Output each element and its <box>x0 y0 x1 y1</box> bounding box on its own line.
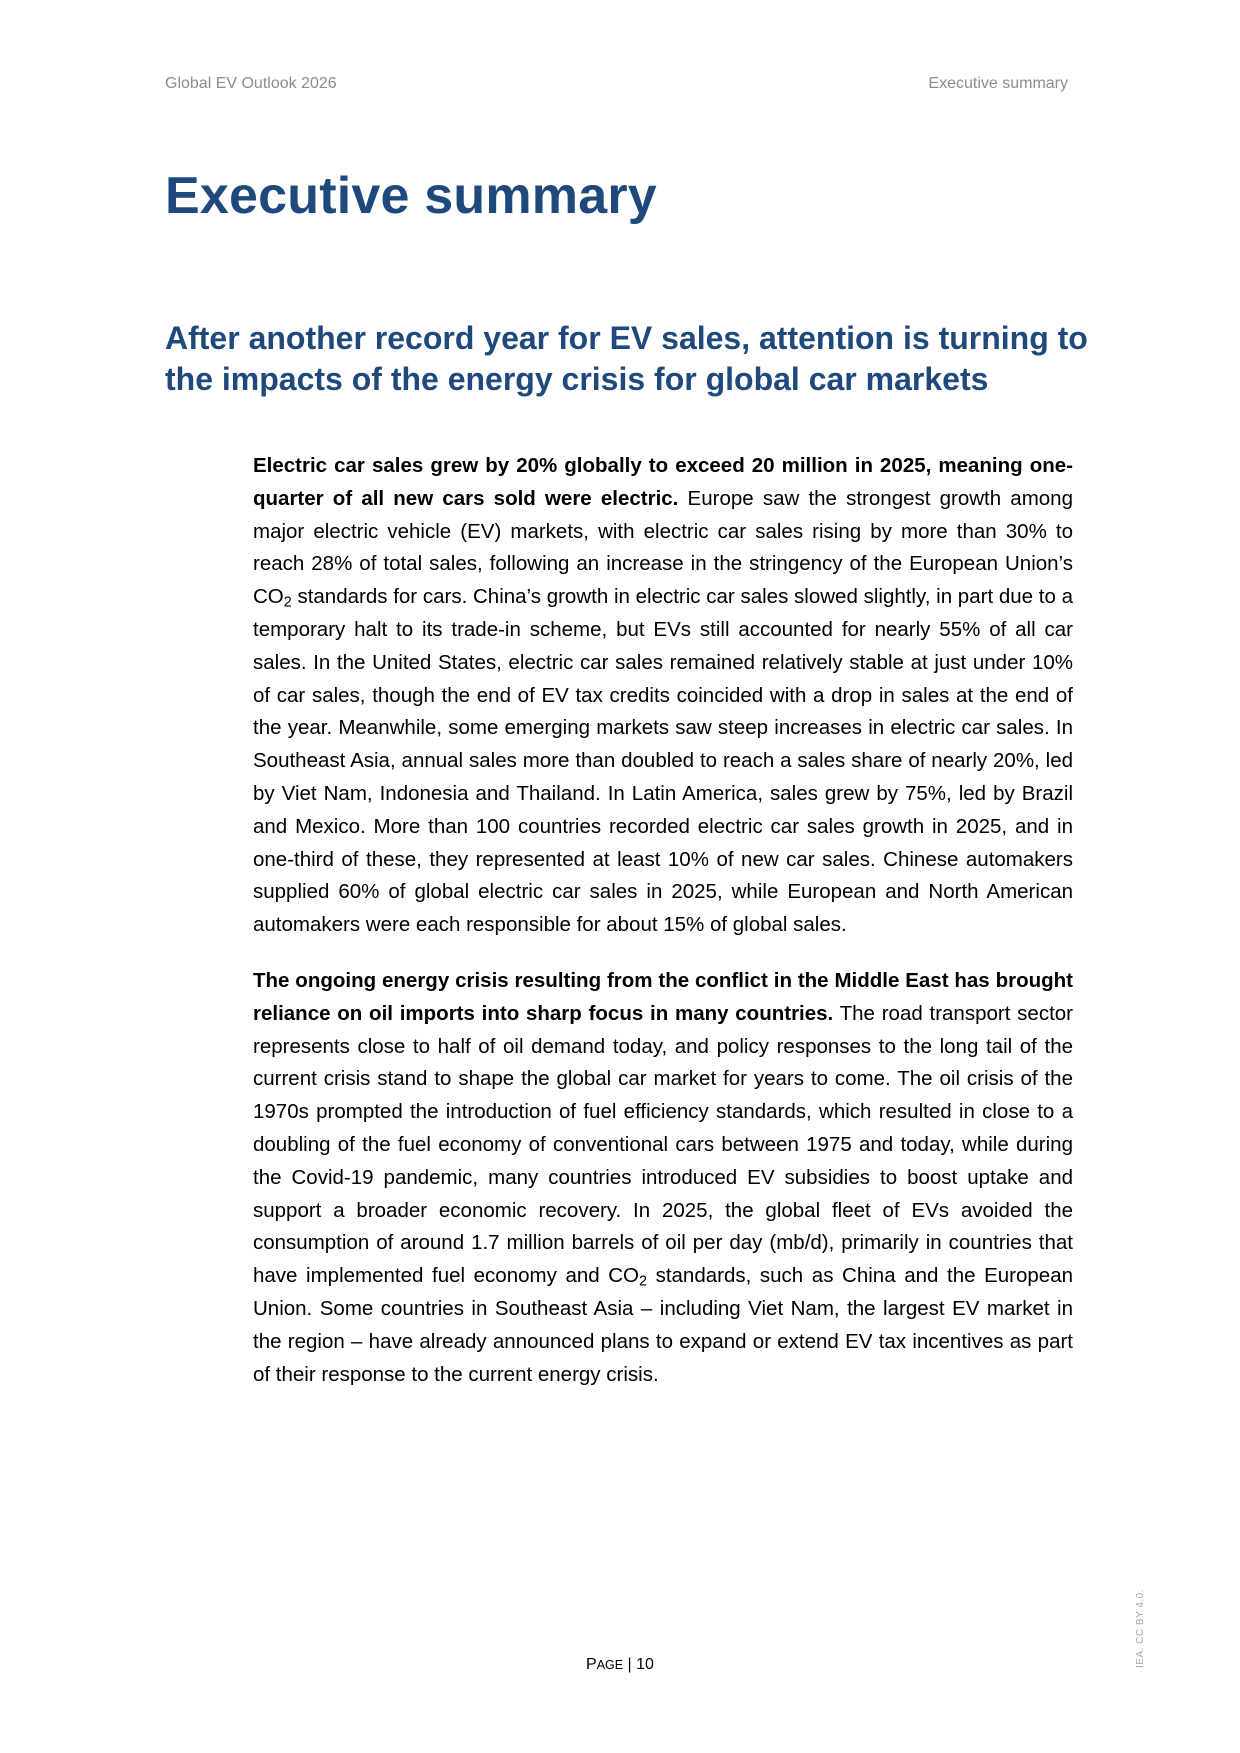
paragraph-ev-sales <box>253 450 1073 942</box>
body-text <box>253 450 1073 1414</box>
paragraph-lead: Electric car sales grew by 20% globally to exceed 20 million in 2025, meaning one-quarter of all new cars sold were electric. <box>253 454 1073 510</box>
paragraph-text: standards for cars. China’s growth in electric car sales slowed slightly, in part due to a temporary halt to its trade-in scheme, but EVs still accounted for nearly 55% of all car sales. In the United States, electric car sales remained relatively stable at just under 10% of car sales, though the end of EV tax credits coincided with a drop in sales at the end of the year. Meanwhile, some emerging markets saw steep increases in electric car sales. In Southeast Asia, annual sales more than doubled to reach a sales share of nearly 20%, led by Viet Nam, Indonesia and Thailand. In Latin America, sales grew by 75%, led by Brazil and Mexico. More than 100 countries recorded electric car sales growth in 2025, and in one-third of these, they represented at least 10% of new car sales. Chinese automakers supplied 60% of global electric car sales in 2025, while European and North American automakers were each responsible for about 15% of global sales. <box>253 585 1073 937</box>
page-number: 10 <box>636 1656 654 1673</box>
license-mark: IEA. CC BY 4.0. <box>1135 1588 1146 1668</box>
subscript: 2 <box>639 1273 647 1290</box>
paragraph-text: Europe saw the strongest growth among major electric vehicle (EV) markets, with electric car sales rising by more than 30% to reach 28% of total sales, following an increase in the stringency of the European Union’s CO <box>253 486 1073 609</box>
paragraph-text: The road transport sector represents close to half of oil demand today, and policy responses to the long tail of the current crisis stand to shape the global car market for years to come. The oil crisis of the 1970s prompted the introduction of fuel efficiency standards, which resulted in close to a doubling of the fuel economy of conventional cars between 1975 and today, while during the Covid-19 pandemic, many countries introduced EV subsidies to boost uptake and support a broader economic recovery. In 2025, the global fleet of EVs avoided the consumption of around 1.7 million barrels of oil per day (mb/d), primarily in countries that have implemented fuel economy and CO <box>253 1001 1073 1288</box>
page-label-rest: AGE <box>596 1658 624 1672</box>
page-separator: | <box>623 1656 637 1673</box>
subscript: 2 <box>283 594 292 611</box>
paragraph-lead: The ongoing energy crisis resulting from the conflict in the Middle East has brought reliance on oil imports into sharp focus in many countries. <box>253 968 1073 1025</box>
paragraph-text: standards, such as China and the European Union. Some countries in Southeast Asia – including Viet Nam, the largest EV market in the region – have already announced plans to expand or extend EV tax incentives as part of their response to the current energy crisis. <box>253 1264 1074 1386</box>
page-label-initial: P <box>586 1656 597 1673</box>
running-header-section-title: Executive summary <box>928 75 1068 92</box>
paragraph-energy-crisis <box>253 965 1073 1391</box>
page-title: Executive summary <box>165 167 657 225</box>
running-header-document-title: Global EV Outlook 2026 <box>165 75 337 92</box>
section-heading: After another record year for EV sales, attention is turning to the impacts of the energy crisis for global car markets <box>165 320 1088 397</box>
page-number-footer <box>0 1656 1240 1674</box>
